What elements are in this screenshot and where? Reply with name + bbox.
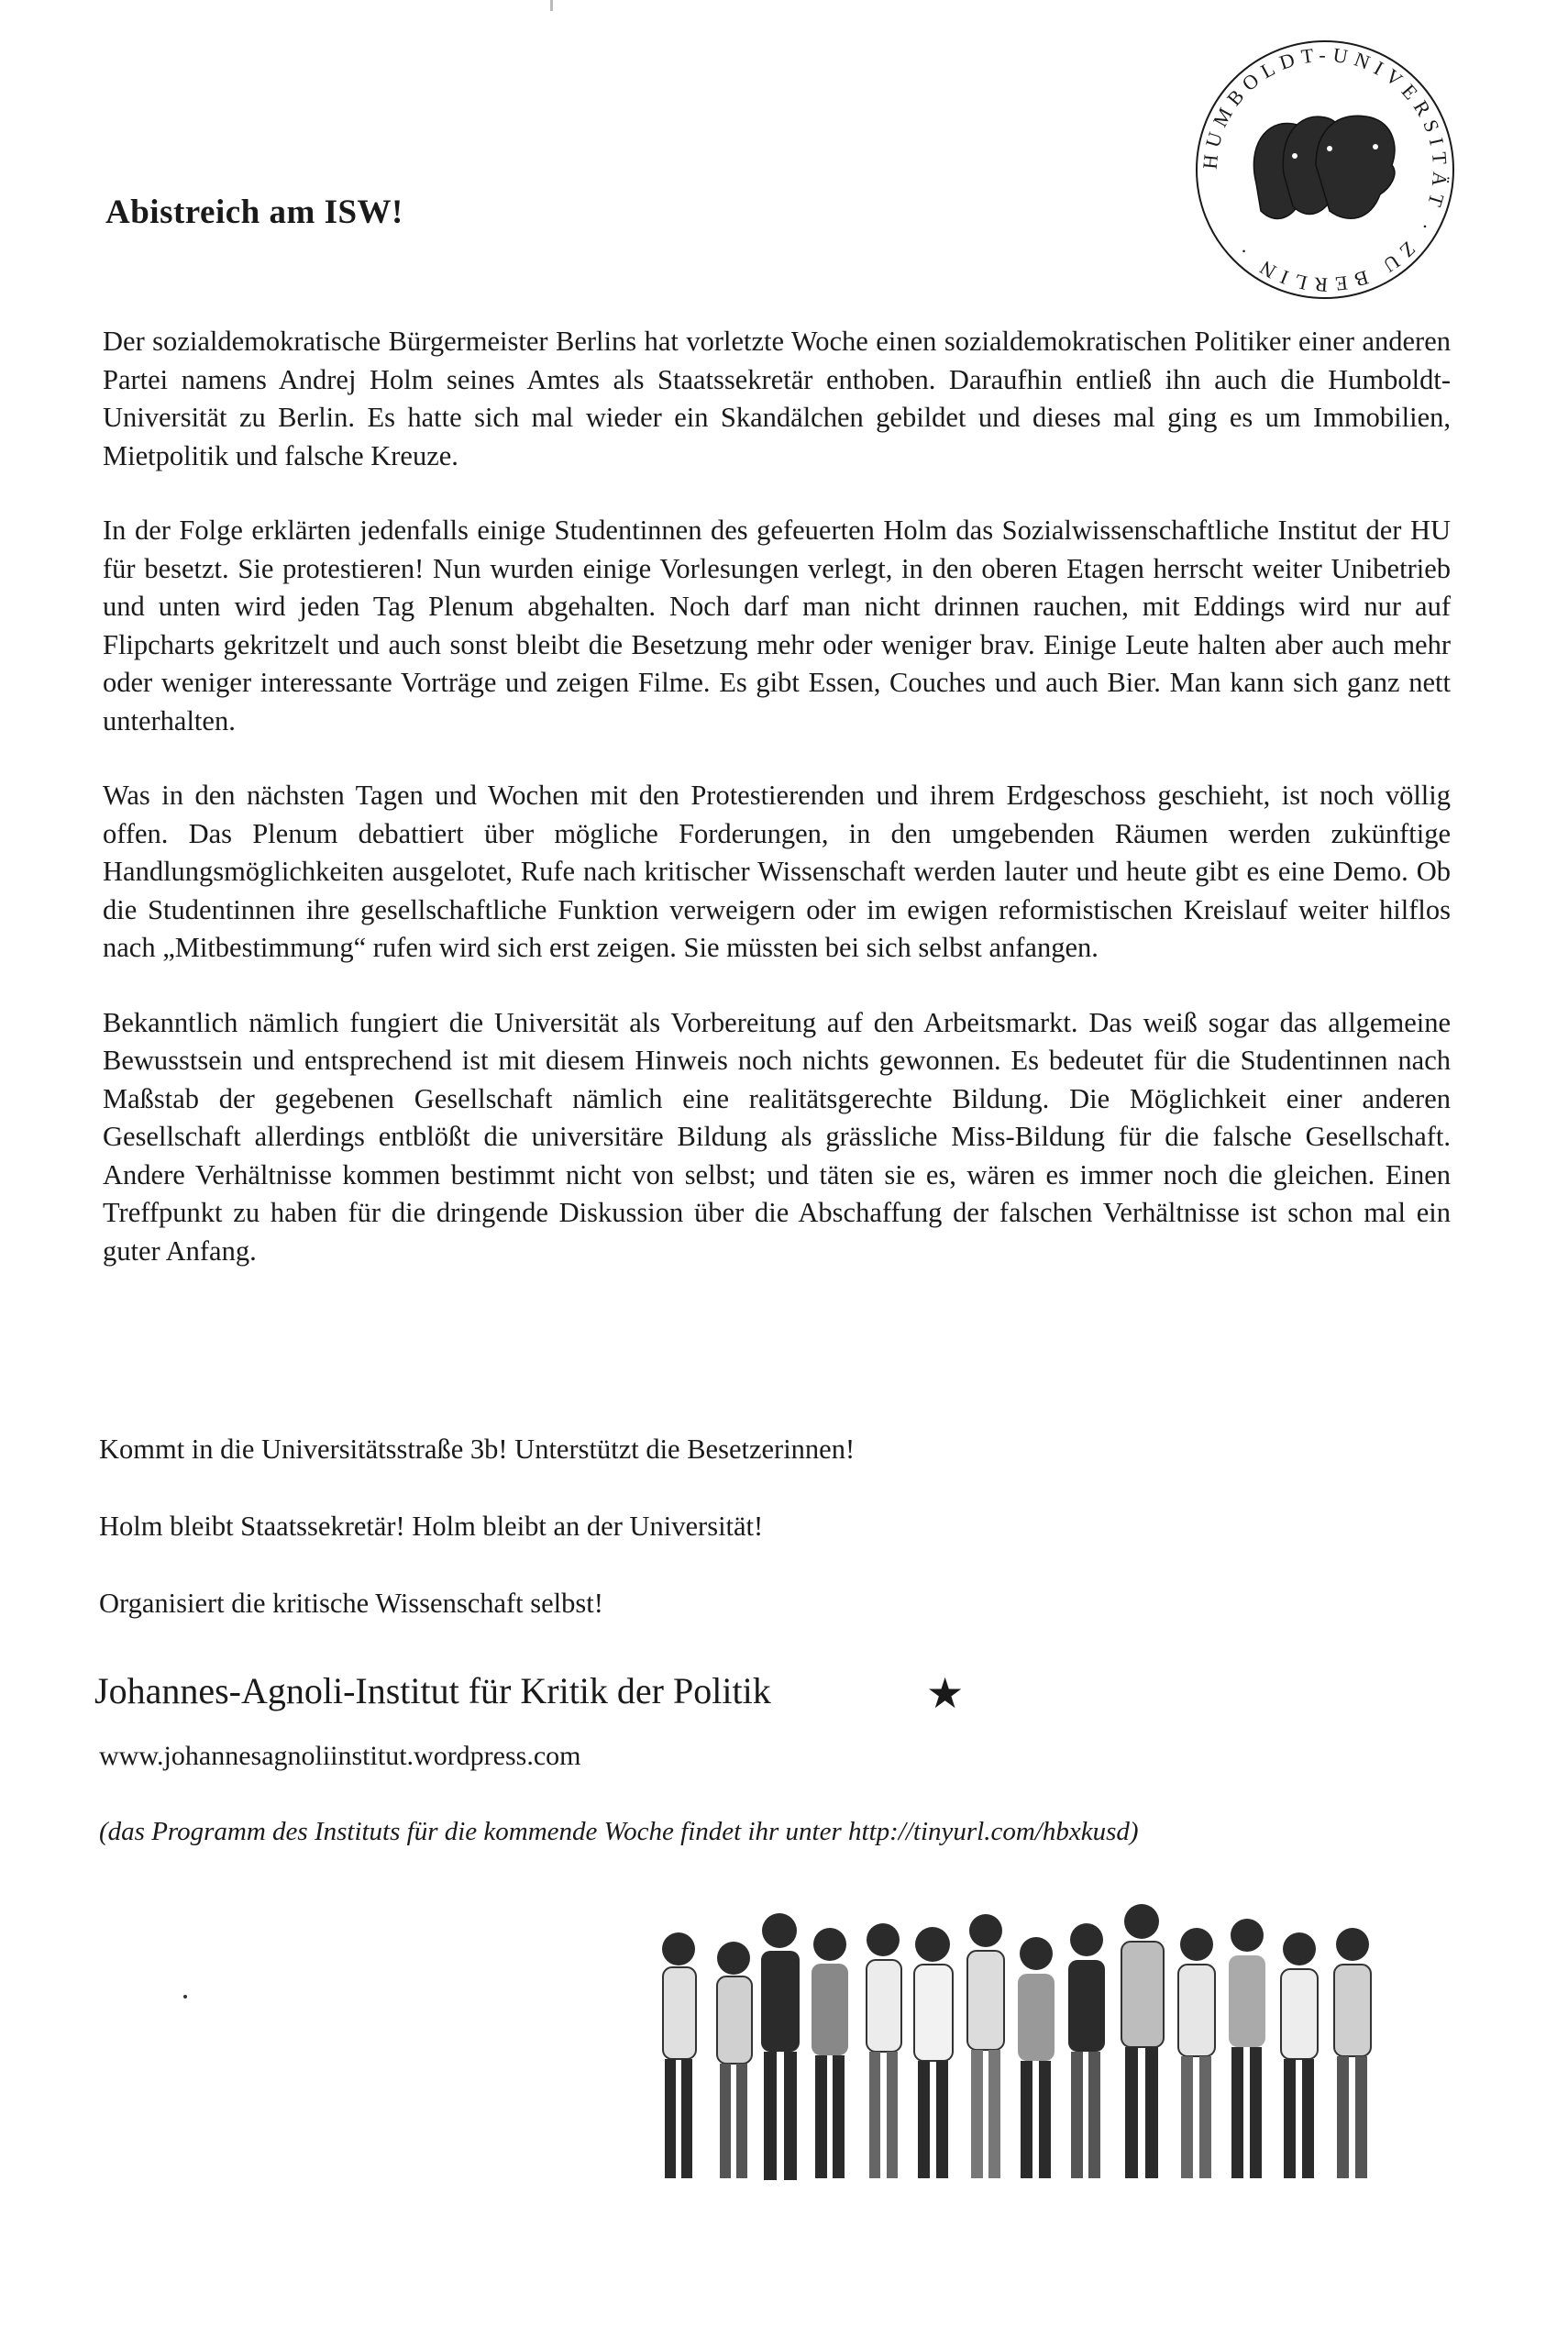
scan-mark <box>550 0 553 11</box>
star-icon: ★ <box>926 1670 965 1717</box>
article-body <box>103 323 1451 1307</box>
paragraph-2: In der Folge erklärten jedenfalls einige Studentinnen des gefeuerten Holm das Sozialwissenschaftliche Institut der HU für besetzt. Sie protestieren! Nun wurden einige Vorlesungen verlegt, in den oberen Etagen herrscht weiter Unibetrieb und unten wird jeden Tag Plenum abgehalten. Noch darf man nicht drinnen rauchen, mit Eddings wird nur auf Flipcharts gekritzelt und auch sonst bleibt die Besetzung mehr oder weniger brav. Einige Leute halten aber auch mehr oder weniger interessante Vorträge und zeigen Filme. Es gibt Essen, Couches und auch Bier. Man kann sich ganz nett unterhalten. <box>103 515 1451 736</box>
paragraph-4: Bekanntlich nämlich fungiert die Universität als Vorbereitung auf den Arbeitsmarkt. Das weiß sogar das allgemeine Bewusstsein und entsprechend ist mit diesem Hinweis noch nichts gewonnen. Es bedeutet für die Studentinnen nach Maßstab der gegebenen Gesellschaft nämlich eine realitätsgerechte Bildung. Die Möglichkeit einer anderen Gesellschaft allerdings entblößt die universitäre Bildung als grässliche Miss-Bildung für die falsche Gesellschaft. Andere Verhältnisse kommen bestimmt nicht von selbst; und täten sie es, wären es immer noch die gleichen. Einen Treffpunkt zu haben für die dringende Diskussion über die Abschaffung der falschen Verhältnisse ist schon mal ein guter Anfang. <box>103 1006 1451 1267</box>
paragraph-1: Der sozialdemokratische Bürgermeister Berlins hat vorletzte Woche einen sozialdemokratischen Politiker einer anderen Partei namens Andrej Holm seines Amtes als Staatssekretär enthoben. Daraufhin entließ ihn auch die Humboldt-Universität zu Berlin. Es hatte sich mal wieder ein Skandälchen gebildet und dieses mal ging es um Immobilien, Mietpolitik und falsche Kreuze. <box>103 326 1451 471</box>
paragraph-3: Was in den nächsten Tagen und Wochen mit den Protestierenden und ihrem Erdgeschoss geschieht, ist noch völlig offen. Das Plenum debattiert über mögliche Forderungen, in den umgebenden Räumen werden zukünftige Handlungsmöglichkeiten ausgelotet, Rufe nach kritischer Wissenschaft werden lauter und heute gibt es eine Demo. Ob die Studentinnen ihre gesellschaftliche Funktion verweigern oder im ewigen reformistischen Kreislauf weiter hilflos nach „Mitbestimmung“ rufen wird sich erst zeigen. Sie müssten bei sich selbst anfangen. <box>103 780 1451 963</box>
call-to-action-1: Kommt in die Universitätsstraße 3b! Unterstützt die Besetzerinnen! <box>99 1434 856 1465</box>
call-to-action-3: Organisiert die kritische Wissenschaft selbst! <box>99 1588 603 1619</box>
program-note: (das Programm des Instituts für die kommende Woche findet ihr unter http://tinyurl.com/hbxkusd) <box>99 1817 1139 1846</box>
website-link[interactable]: www.johannesagnoliinstitut.wordpress.com <box>99 1741 581 1771</box>
seal-text: HUMBOLDT-UNIVERSITÄT · ZU BERLIN · <box>1198 42 1452 297</box>
scan-speck <box>183 1995 187 1998</box>
page-title: Abistreich am ISW! <box>105 194 403 231</box>
call-to-action-2: Holm bleibt Staatssekretär! Holm bleibt an der Universität! <box>99 1511 764 1542</box>
university-seal-icon <box>1192 37 1458 303</box>
institute-signature: Johannes-Agnoli-Institut für Kritik der Politik <box>94 1670 771 1711</box>
masked-students-group-photo <box>646 1903 1417 2192</box>
